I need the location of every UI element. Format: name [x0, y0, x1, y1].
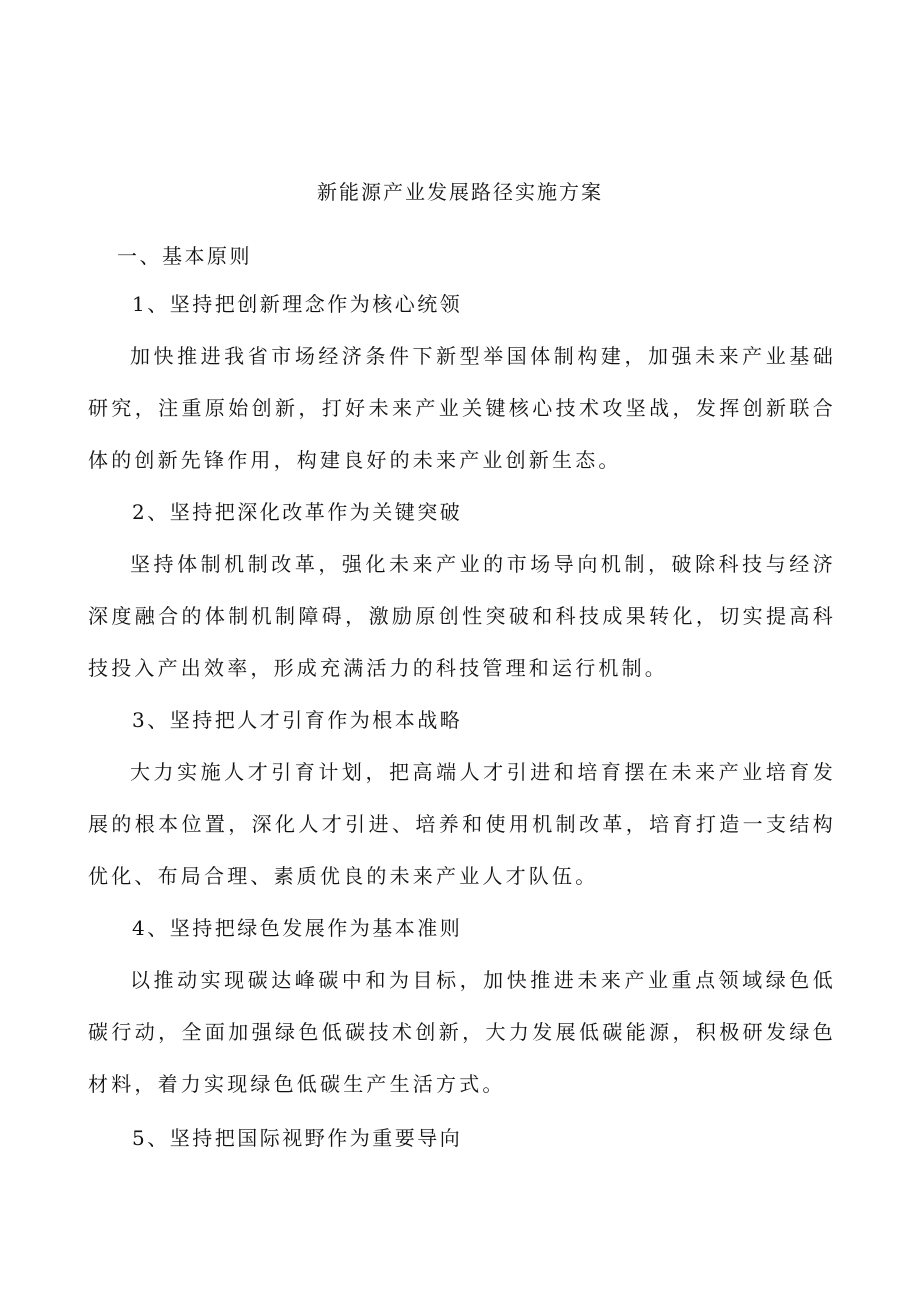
principle-heading-2: 2、坚持把深化改革作为关键突破 — [132, 500, 463, 524]
section-heading: 一、基本原则 — [117, 244, 252, 268]
principle-body-1: 加快推进我省市场经济条件下新型举国体制构建，加强未来产业基础研究，注重原始创新，打好未来产业关键核心技术攻坚战，发挥创新联合体的创新先锋作用，构建良好的未来产业创新生态。 — [88, 344, 836, 472]
principle-heading-4: 4、坚持把绿色发展作为基本准则 — [132, 916, 463, 940]
principle-body-3: 大力实施人才引育计划，把高端人才引进和培育摆在未来产业培育发展的根本位置，深化人才引进、培养和使用机制改革，培育打造一支结构优化、布局合理、素质优良的未来产业人才队伍。 — [88, 760, 836, 888]
principle-body-2: 坚持体制机制改革，强化未来产业的市场导向机制，破除科技与经济深度融合的体制机制障碍，激励原创性突破和科技成果转化，切实提高科技投入产出效率，形成充满活力的科技管理和运行机制。 — [88, 552, 836, 680]
document-title: 新能源产业发展路径实施方案 — [317, 180, 603, 204]
principle-body-4: 以推动实现碳达峰碳中和为目标，加快推进未来产业重点领域绿色低碳行动，全面加强绿色低碳技术创新，大力发展低碳能源，积极研发绿色材料，着力实现绿色低碳生产生活方式。 — [88, 968, 836, 1096]
principle-heading-1: 1、坚持把创新理念作为核心统领 — [132, 292, 463, 316]
principle-heading-5: 5、坚持把国际视野作为重要导向 — [132, 1126, 463, 1150]
principle-heading-3: 3、坚持把人才引育作为根本战略 — [132, 708, 463, 732]
